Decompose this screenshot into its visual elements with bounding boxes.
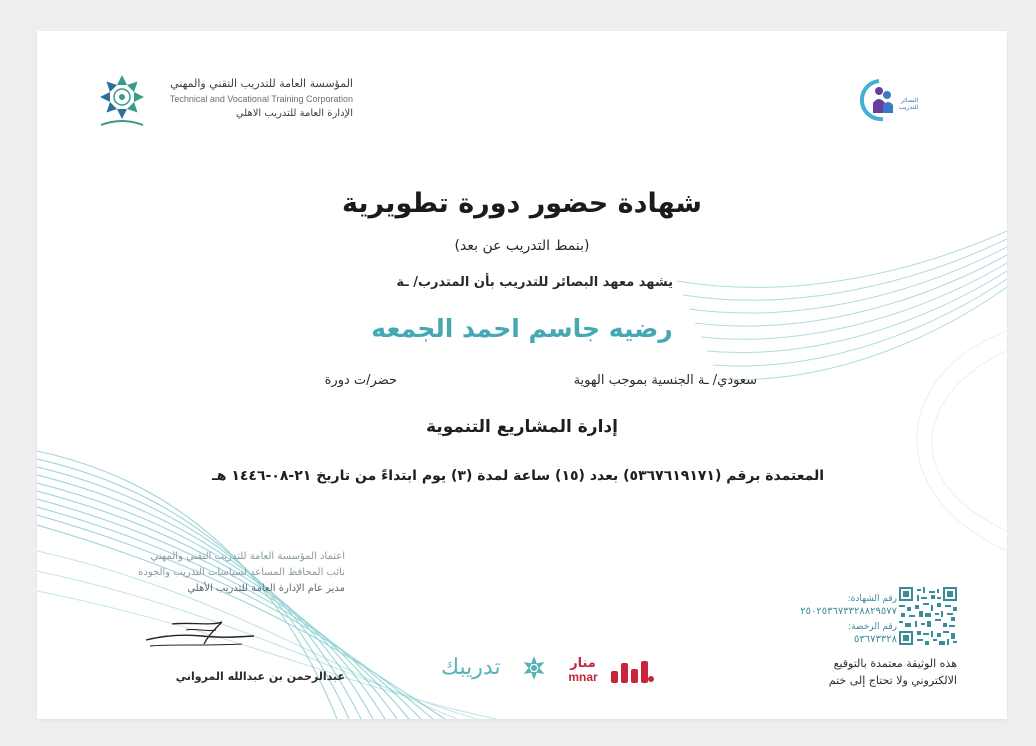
org-dept-ar: الإدارة العامة للتدريب الاهلي (235, 108, 353, 119)
nationality-line: سعودي/ ـة الجنسية بموجب الهوية (573, 373, 757, 388)
signature-titles (57, 549, 345, 597)
course-name: إدارة المشاريع التنموية (426, 417, 618, 437)
mnar-text-ar: منار (570, 656, 596, 671)
license-number-label: رقم الرخصة: (848, 622, 897, 632)
institute-logo-line1: البصائر (900, 97, 919, 104)
mnar-logo (563, 653, 663, 689)
approval-line: المعتمدة برقم (٥٣٦٧٦١٩١٧١) بعدد (١٥) ساعة لمدة (٣) يوم ابتداءً من تاريخ ٢١-٠٨-١٤٤٦ هـ (211, 468, 825, 484)
trainee-name: رضيه جاسم احمد الجمعه (371, 314, 673, 343)
mnar-text-en: mnar (568, 670, 598, 684)
certificate-paper (37, 31, 1007, 719)
tadreebk-logo (439, 651, 549, 687)
qr-code-icon (899, 587, 957, 645)
verification-note (737, 655, 957, 689)
verification-line: هذه الوثيقة معتمدة بالتوقيع (833, 657, 957, 670)
license-number: ٥٣٦٧٣٣٢٨ (854, 634, 897, 645)
org-name-en: Technical and Vocational Training Corporation (169, 94, 353, 104)
certificate-info (737, 594, 897, 647)
attended-label: حضر/ت دورة (324, 373, 397, 388)
signer-name: عبدالرحمن بن عبدالله المرواني (175, 670, 345, 683)
attestation-line: يشهد معهد البصائر للتدريب بأن المتدرب/ ـة (396, 275, 673, 290)
signature-title-line: نائب المحافظ المساعد لسياسات التدريب والجودة (138, 567, 345, 578)
verification-line: الالكتروني ولا تحتاج إلى ختم (828, 674, 957, 687)
institute-logo (857, 75, 929, 123)
institute-logo-line2: للتدريب (899, 104, 919, 111)
tadreebk-star-icon (521, 655, 547, 681)
cert-number: ٢٥٠٢٥٣٦٧٣٣٢٨٨٢٩٥٧٧ (800, 606, 897, 617)
cert-number-label: رقم الشهادة: (847, 594, 897, 604)
certificate-title: شهادة حضور دورة تطويرية (342, 188, 702, 219)
handwritten-signature-icon (142, 616, 262, 652)
org-name-ar: المؤسسة العامة للتدريب التقني والمهني (170, 77, 353, 90)
certificate-subtitle: (بنمط التدريب عن بعد) (454, 238, 590, 254)
signature-title-line: اعتماد المؤسسة العامة للتدريب التقني والمهني (150, 551, 345, 562)
tadreebk-text: تدريبك (441, 655, 501, 680)
org-header (93, 67, 353, 133)
mnar-mark-icon (609, 659, 657, 685)
signature-title-line: مدير عام الإدارة العامة للتدريب الأهلي (187, 583, 345, 594)
